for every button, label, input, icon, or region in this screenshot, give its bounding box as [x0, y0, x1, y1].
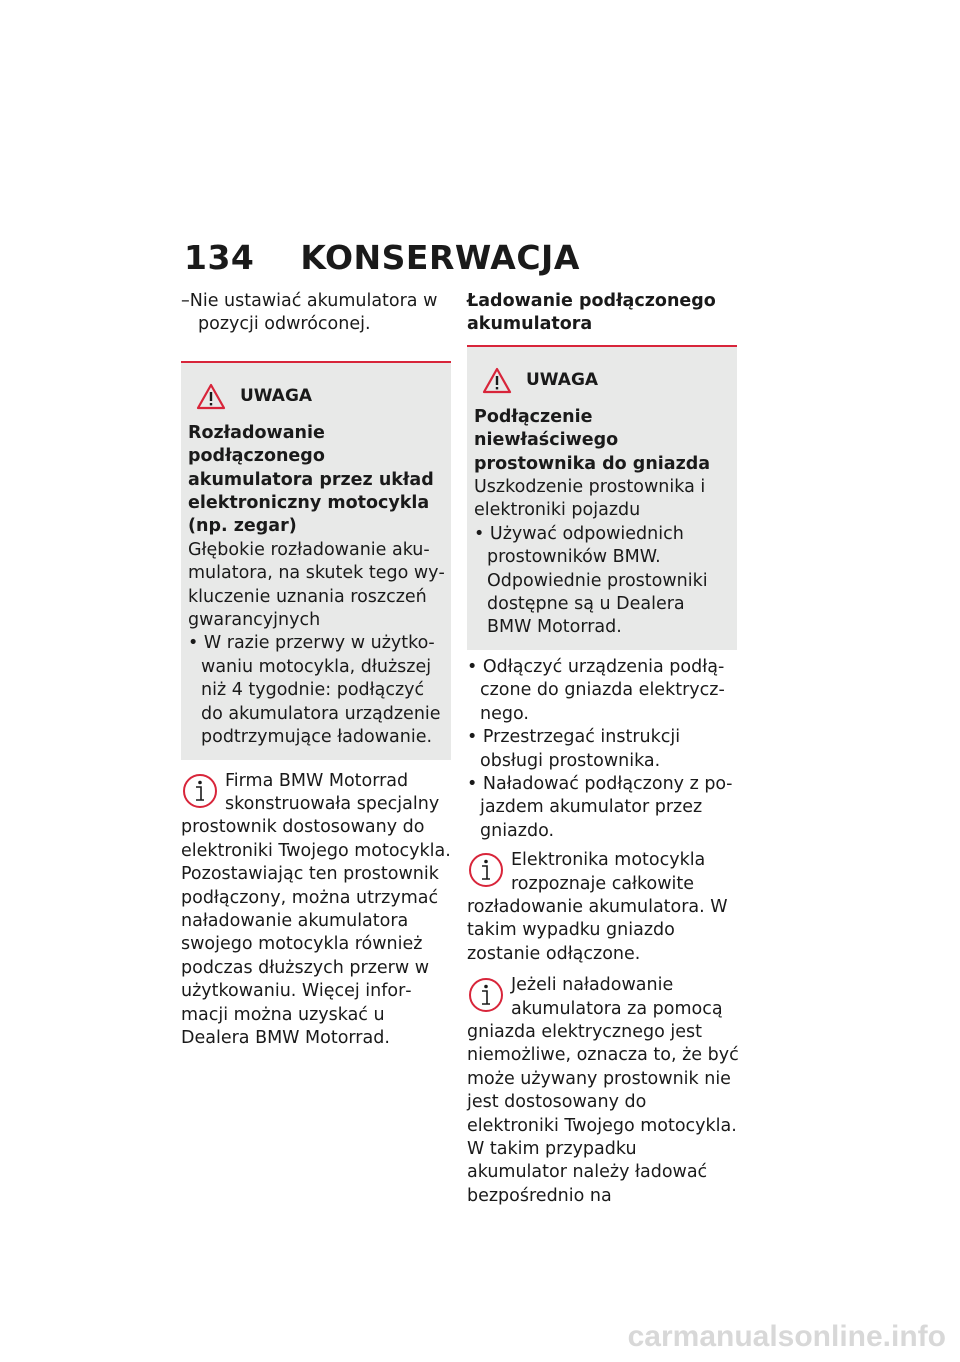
list-item: • Naładować podłączony z pojazdem akumulator przez gniazdo. — [467, 773, 733, 841]
page-header — [184, 238, 580, 277]
warning-box — [467, 345, 737, 650]
left-column — [181, 290, 451, 1050]
warning-label: UWAGA — [240, 386, 313, 407]
warning-bullet: • W razie przerwy w użytkowaniu motocykla, dłuższej niż 4 tygodnie: podłączyć do akumulatora urządzenie podtrzymujące ładowanie. — [188, 633, 441, 748]
info-text: Firma BMW Motorrad skonstruowała specjalny prostownik dostosowany do elektroniki Twojego motocykla. Pozostawiając ten prostownik podłączony, można utrzymać naładowanie akumulatora swojego motocykla również podczas dłuższych przerw w użytkowaniu. Więcej informacji można uzyskać u Dealera BMW Motorrad. — [181, 770, 451, 1048]
warning-text: Uszkodzenie prostownika i elektroniki pojazdu — [474, 477, 706, 521]
dash-list-item: –Nie ustawiać akumulatora w pozycji odwróconej. — [181, 291, 438, 335]
page-title: KONSERWACJA — [300, 238, 580, 277]
info-note — [467, 849, 739, 966]
page-number: 134 — [184, 238, 255, 277]
warning-text: Głębokie rozładowanie akumulatora, na skutek tego wykluczenie uznania roszczeń gwarancyjnych — [188, 539, 445, 631]
info-note — [467, 974, 739, 1208]
list-item: • Odłączyć urządzenia podłączone do gniazda elektrycznego. — [467, 656, 725, 724]
warning-triangle-icon — [196, 383, 226, 410]
info-icon — [467, 976, 505, 1014]
info-text: Elektronika motocykla rozpoznaje całkowite rozładowanie akumulatora. W takim wypadku gniazdo zostanie odłączone. — [467, 850, 728, 964]
warning-title: Rozładowanie podłączonego akumulatora przez układ elektroniczny motocykla (np. zegar) — [188, 422, 434, 537]
info-note — [181, 770, 451, 1051]
warning-label: UWAGA — [526, 370, 599, 391]
info-text: Jeżeli naładowanie akumulatora za pomocą gniazda elektrycznego jest niemożliwe, oznacza to, że być może używany prostownik nie jest dostosowany do elektroniki Twojego motocykla. W takim przypadku akumulator należy ładować bezpośrednio na — [467, 975, 739, 1206]
warning-title: Podłączenie niewłaściwego prostownika do gniazda — [474, 406, 711, 474]
list-item: • Przestrzegać instrukcji obsługi prostownika. — [467, 727, 681, 771]
watermark: carmanualsonline.info — [627, 1320, 946, 1353]
warning-header — [482, 367, 731, 394]
warning-header — [196, 383, 445, 410]
right-column — [467, 290, 739, 1208]
warning-box — [181, 361, 451, 760]
section-title: Ładowanie podłączonego akumulatora — [467, 291, 716, 335]
bullet-list — [467, 656, 739, 843]
info-icon — [181, 772, 219, 810]
warning-triangle-icon — [482, 367, 512, 394]
warning-bullet: • Używać odpowiednich prostowników BMW. Odpowiednie prostowniki dostępne są u Dealera BMW Motorrad. — [474, 523, 708, 638]
info-icon — [467, 851, 505, 889]
